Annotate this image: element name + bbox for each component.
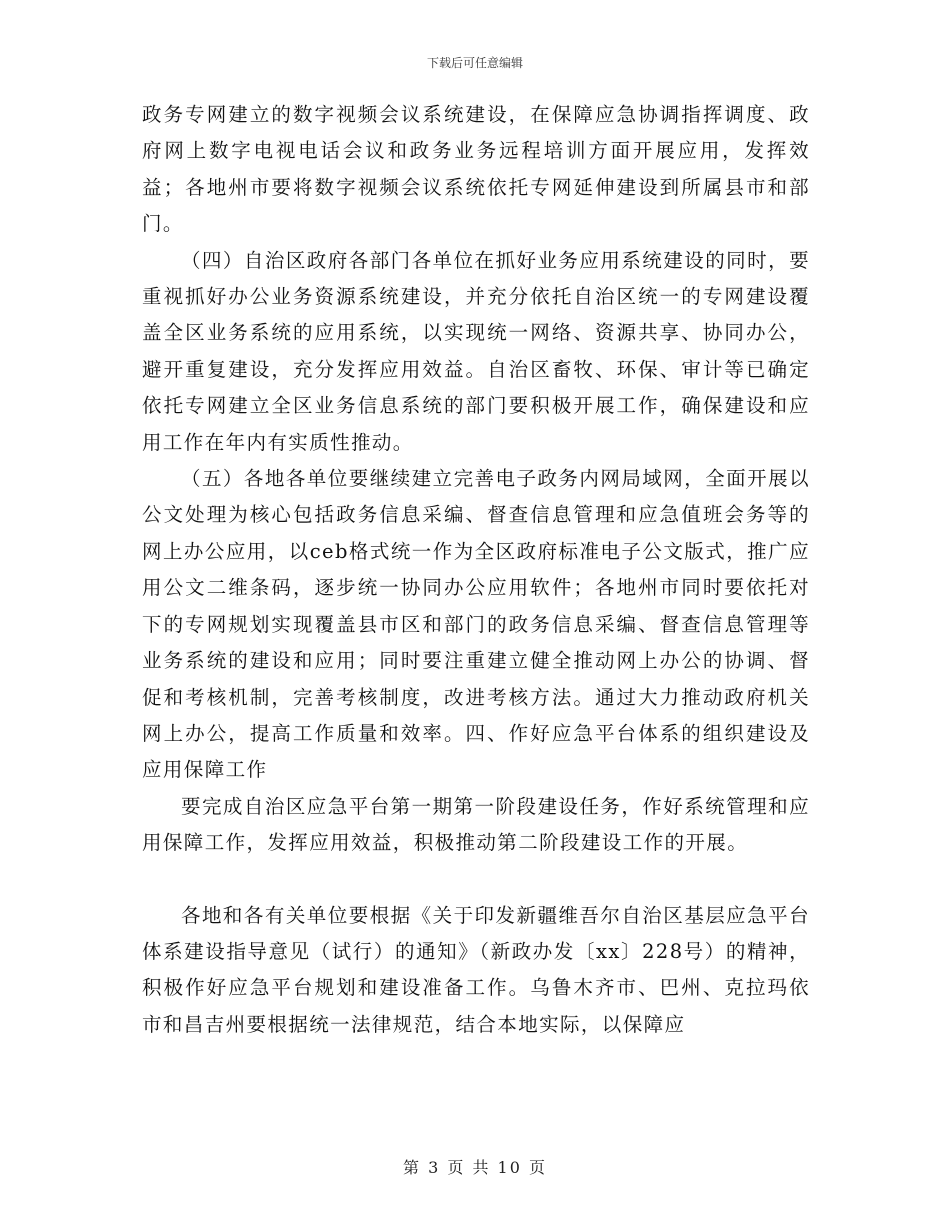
paragraph-emergency-platform: 要完成自治区应急平台第一期第一阶段建设任务，作好系统管理和应用保障工作，发挥应用效益，积极推动第二阶段建设工作的开展。 <box>142 794 810 855</box>
document-body <box>142 97 810 1043</box>
page-number: 第 3 页 共 10 页 <box>403 1158 547 1177</box>
page-header: 下载后可任意编辑 <box>426 56 523 70</box>
paragraph-section-four: （四）自治区政府各部门各单位在抓好业务应用系统建设的同时，要重视抓好办公业务资源系统建设，并充分依托自治区统一的专网建设覆盖全区业务系统的应用系统，以实现统一网络、资源共享、协同办公，避开重复建设，充分发挥应用效益。自治区畜牧、环保、审计等已确定依托专网建立全区业务信息系统的部门要积极开展工作，确保建设和应用工作在年内有实质性推动。 <box>142 248 810 454</box>
paragraph-video-conference: 政务专网建立的数字视频会议系统建设，在保障应急协调指挥调度、政府网上数字电视电话会议和政务业务远程培训方面开展应用，发挥效益；各地州市要将数字视频会议系统依托专网延伸建设到所属县市和部门。 <box>142 103 810 236</box>
paragraph-local-units: 各地和各有关单位要根据《关于印发新疆维吾尔自治区基层应急平台体系建设指导意见（试行）的通知》（新政办发〔xx〕228号）的精神，积极作好应急平台规划和建设准备工作。乌鲁木齐市、巴州、克拉玛依市和昌吉州要根据统一法律规范，结合本地实际，以保障应 <box>142 903 810 1036</box>
paragraph-section-five: （五）各地各单位要继续建立完善电子政务内网局域网，全面开展以公文处理为核心包括政务信息采编、督查信息管理和应急值班会务等的网上办公应用，以ceb格式统一作为全区政府标准电子公文版式，推广应用公文二维条码，逐步统一协同办公应用软件；各地州市同时要依托对下的专网规划实现覆盖县市区和部门的政务信息采编、督查信息管理等业务系统的建设和应用；同时要注重建立健全推动网上办公的协调、督促和考核机制，完善考核制度，改进考核方法。通过大力推动政府机关网上办公，提高工作质量和效率。四、作好应急平台体系的组织建设及应用保障工作 <box>142 467 810 782</box>
